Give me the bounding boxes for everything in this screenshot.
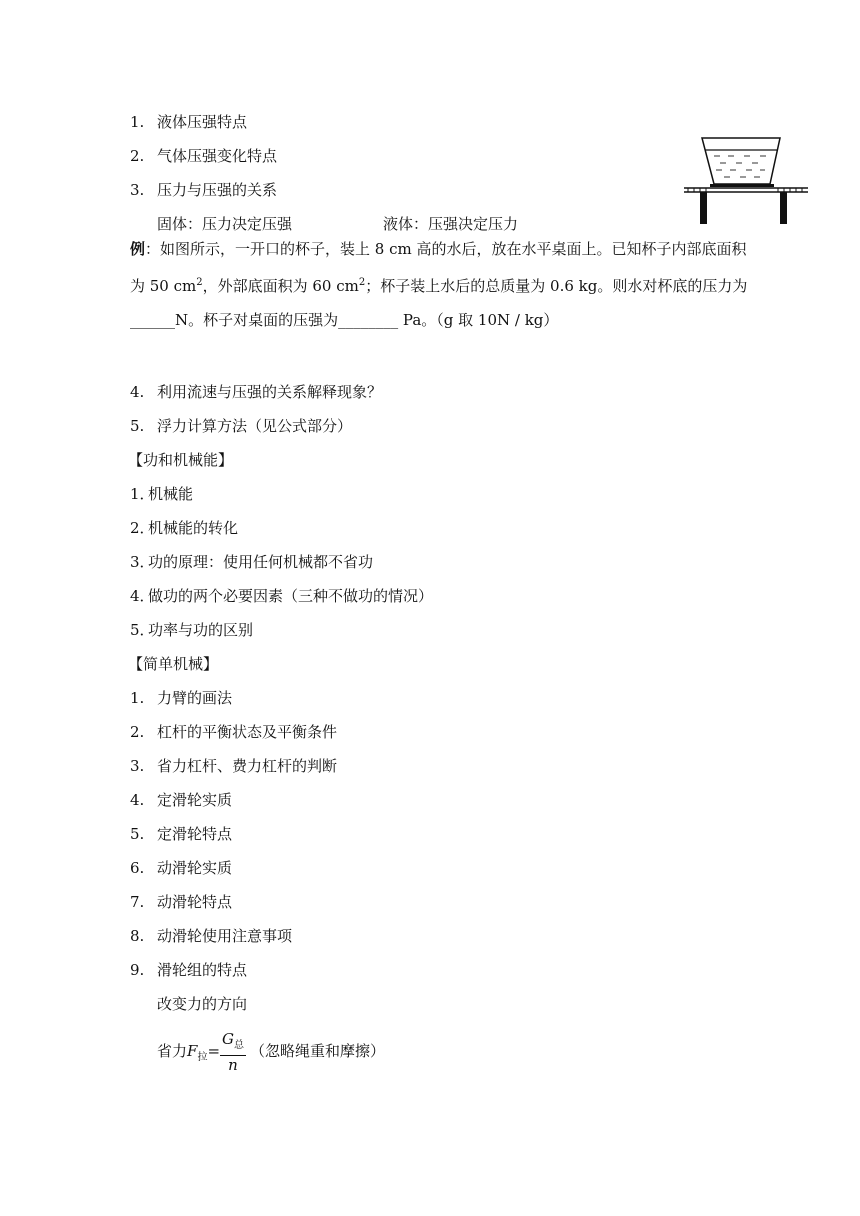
item-number: 8. (130, 927, 145, 945)
example-label: 例 (130, 240, 146, 258)
formula-G-sub: 总 (234, 1040, 244, 1051)
item-text: 定滑轮实质 (157, 791, 233, 809)
item-text: 动滑轮实质 (157, 859, 233, 877)
item-text: 动滑轮特点 (157, 893, 233, 911)
formula-prefix: 省力 (157, 1042, 188, 1060)
item-text: 做功的两个必要因素（三种不做功的情况） (148, 587, 434, 605)
item-text: 定滑轮特点 (157, 825, 233, 843)
formula-F-sub: 拉 (197, 1052, 208, 1063)
item-text: 利用流速与压强的关系解释现象？ (157, 383, 383, 401)
example-text-a: ：如图所示，一开口的杯子，装上 8 cm 高的水后，放在水平桌面上。已知杯子内部底面积为 50 cm (130, 240, 747, 295)
example-paragraph (130, 232, 750, 337)
item-text: 功率与功的区别 (148, 621, 254, 639)
formula-note: （忽略绳重和摩擦） (250, 1042, 386, 1060)
formula-equals: = (207, 1042, 221, 1060)
item-number: 3. (130, 181, 145, 199)
item-number: 9. (130, 961, 145, 979)
item-number: 3. (130, 757, 145, 775)
formula-fraction (220, 1030, 246, 1074)
item-number: 4． (130, 587, 155, 605)
item-number: 6. (130, 859, 145, 877)
item-number: 3． (130, 553, 155, 571)
item-text: 压力与压强的关系 (157, 181, 278, 199)
item-number: 1． (130, 485, 155, 503)
item-number: 5． (130, 621, 155, 639)
item-number: 2． (130, 519, 155, 537)
cup-on-table-figure (680, 128, 812, 228)
item-number: 4. (130, 791, 145, 809)
change-direction-note: 改变力的方向 (157, 995, 248, 1013)
item-text: 杠杆的平衡状态及平衡条件 (157, 723, 338, 741)
example-text-b: ，外部底面积为 60 cm (202, 277, 359, 295)
item-number: 2. (130, 147, 145, 165)
item-number: 5. (130, 825, 145, 843)
force-formula (157, 1030, 385, 1074)
item-number: 4. (130, 383, 145, 401)
item-text: 机械能的转化 (148, 519, 239, 537)
item-text: 滑轮组的特点 (157, 961, 248, 979)
example-text-c: ；杯子装上水后的总质量为 0.6 kg。则水对杯底的压力为______N。杯子对桌面的压强为________ Pa。（g 取 10N / kg） (130, 277, 748, 329)
section-heading: 【功和机械能】 (128, 451, 234, 469)
item-text: 动滑轮使用注意事项 (157, 927, 293, 945)
example-sup2: 2 (358, 277, 366, 288)
liquid-note: 液体：压强决定压力 (383, 215, 519, 233)
formula-F: F (187, 1042, 198, 1060)
item-text: 省力杠杆、费力杠杆的判断 (157, 757, 338, 775)
item-number: 1. (130, 113, 145, 131)
solid-note: 固体：压力决定压强 (157, 215, 293, 233)
item-number: 7. (130, 893, 145, 911)
item-number: 5. (130, 417, 145, 435)
example-sup1: 2 (196, 277, 203, 288)
item-text: 液体压强特点 (157, 113, 248, 131)
item-text: 机械能 (148, 485, 194, 503)
item-number: 2. (130, 723, 145, 741)
item-number: 1. (130, 689, 145, 707)
formula-G: G (222, 1030, 234, 1048)
item-text: 浮力计算方法（见公式部分） (157, 417, 353, 435)
item-text: 力臂的画法 (157, 689, 233, 707)
formula-n: n (228, 1056, 238, 1074)
section-heading: 【简单机械】 (128, 655, 219, 673)
item-text: 功的原理：使用任何机械都不省功 (148, 553, 374, 571)
item-text: 气体压强变化特点 (157, 147, 278, 165)
